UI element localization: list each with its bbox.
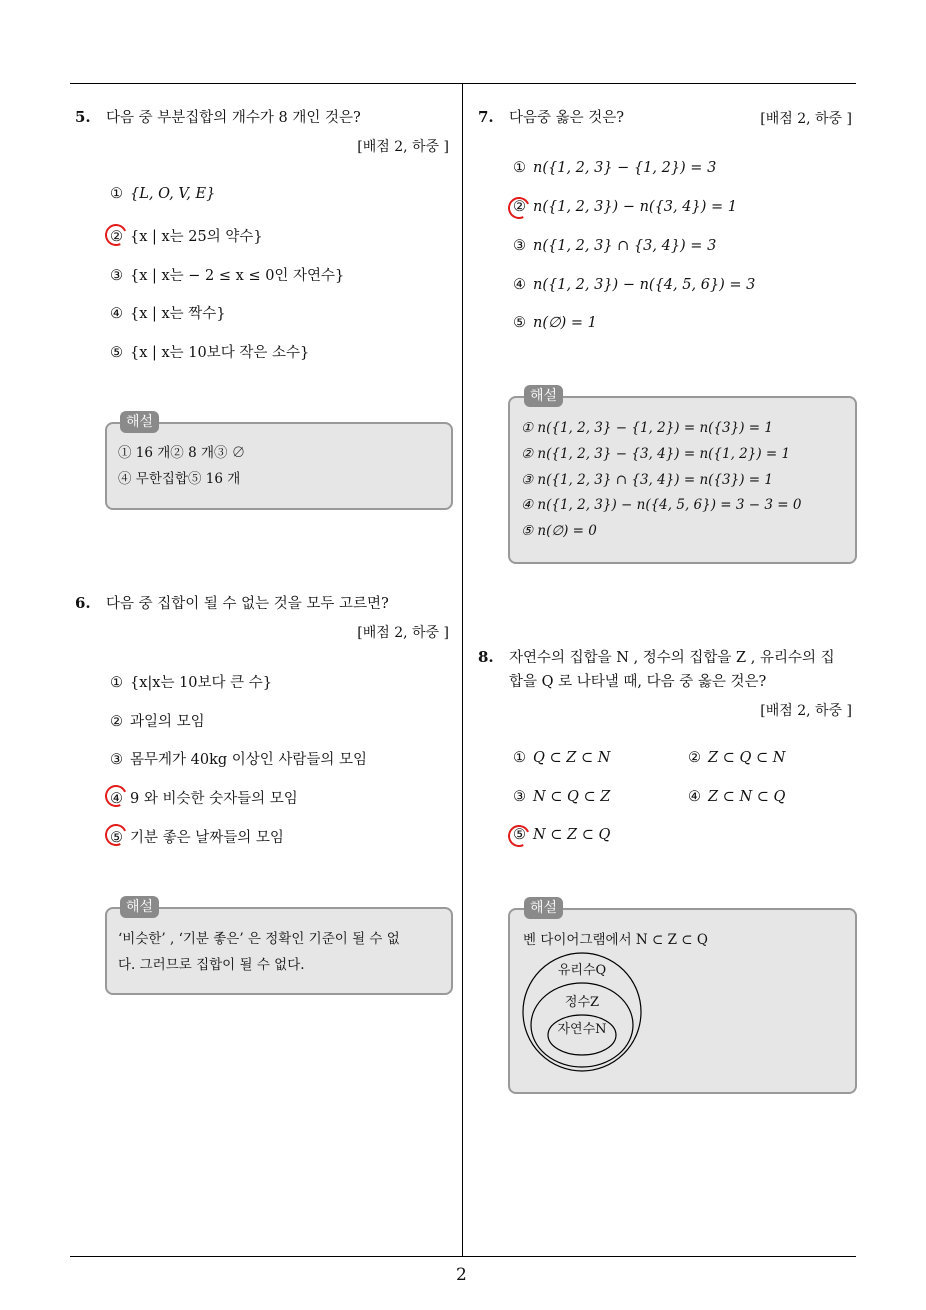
question-text: 다음 중 집합이 될 수 없는 것을 모두 고르면?	[106, 596, 389, 612]
option-number: ⑤	[513, 315, 526, 331]
option-number: ⑤	[110, 830, 123, 846]
explanation-tag: 해설	[524, 897, 563, 919]
option-text: 몸무게가 40kg 이상인 사람들의 모임	[130, 752, 368, 768]
bottom-rule	[70, 1256, 856, 1257]
option-text: n({1, 2, 3}) − n({3, 4}) = 1	[533, 199, 737, 215]
option-5[interactable]	[110, 341, 309, 362]
option-number: ③	[513, 238, 526, 254]
option-number: ②	[110, 714, 123, 730]
option-number: ①	[110, 675, 123, 691]
option-number: ①	[513, 160, 526, 176]
column-divider	[462, 83, 463, 1257]
question-text: 합을 Q 로 나타낼 때, 다음 중 옳은 것은?	[509, 674, 767, 690]
option-3[interactable]	[513, 238, 716, 254]
venn-inner-label: 자연수N	[557, 1022, 607, 1037]
question-text: 다음 중 부분집합의 개수가 8 개인 것은?	[106, 110, 361, 126]
option-text: Q ⊂ Z ⊂ N	[533, 750, 611, 766]
option-number: ②	[513, 199, 526, 215]
top-rule	[70, 83, 856, 84]
option-text: {L, O, V, E}	[130, 186, 216, 202]
venn-middle-label: 정수Z	[564, 995, 600, 1010]
option-text: n({1, 2, 3} − {1, 2}) = 3	[533, 160, 717, 176]
option-number: ④	[513, 277, 526, 293]
explanation-line: ④ n({1, 2, 3}) − n({4, 5, 6}) = 3 − 3 = 0	[521, 497, 802, 513]
option-text: 과일의 모임	[130, 714, 205, 730]
option-4[interactable]	[110, 302, 226, 323]
venn-outer-label: 유리수Q	[557, 963, 607, 978]
explanation-tag: 해설	[524, 385, 563, 407]
option-2[interactable]	[513, 199, 737, 215]
option-1[interactable]	[513, 750, 610, 766]
option-5[interactable]	[513, 315, 597, 331]
score-label: [배점 2, 하중 ]	[357, 625, 449, 641]
option-3[interactable]	[513, 789, 610, 805]
option-text: {x | x는 10보다 작은 소수}	[130, 345, 310, 361]
question-number: 7.	[478, 108, 494, 126]
option-1[interactable]	[110, 186, 215, 202]
option-text: {x | x는 − 2 ≤ x ≤ 0인 자연수}	[130, 268, 345, 284]
option-text: 9 와 비슷한 숫자들의 모임	[130, 791, 298, 807]
option-4[interactable]	[110, 787, 298, 808]
option-number: ②	[110, 229, 123, 245]
explanation-line: 벤 다이어그램에서 N ⊂ Z ⊂ Q	[523, 932, 708, 948]
option-3[interactable]	[110, 748, 367, 769]
option-text: {x|x는 10보다 큰 수}	[130, 675, 273, 691]
option-number: ④	[688, 789, 701, 805]
option-2[interactable]	[688, 750, 785, 766]
option-number: ⑤	[110, 345, 123, 361]
option-number: ①	[513, 750, 526, 766]
option-text: 기분 좋은 날짜들의 모임	[130, 830, 284, 846]
explanation-line: ① 16 개② 8 개③ ∅	[118, 445, 246, 461]
explanation-tag: 해설	[120, 896, 159, 918]
option-4[interactable]	[688, 789, 785, 805]
option-text: n(∅) = 1	[533, 315, 597, 331]
option-text: Z ⊂ Q ⊂ N	[708, 750, 786, 766]
question-text: 다음중 옳은 것은?	[509, 110, 625, 126]
question-number: 5.	[75, 108, 91, 126]
option-2[interactable]	[110, 710, 205, 731]
question-text: 자연수의 집합을 N , 정수의 집합을 Z , 유리수의 집	[509, 650, 835, 666]
explanation-line: ⑤ n(∅) = 0	[521, 523, 597, 539]
option-text: {x | x는 25의 약수}	[130, 229, 263, 245]
option-number: ⑤	[513, 827, 526, 843]
explanation-line: ② n({1, 2, 3} − {3, 4}) = n({1, 2}) = 1	[521, 446, 791, 462]
option-text: N ⊂ Q ⊂ Z	[533, 789, 611, 805]
question-number: 6.	[75, 594, 91, 612]
explanation-line: ④ 무한집합⑤ 16 개	[118, 471, 241, 487]
option-3[interactable]	[110, 264, 344, 285]
option-text: Z ⊂ N ⊂ Q	[708, 789, 786, 805]
option-number: ④	[110, 306, 123, 322]
page-number: 2	[456, 1265, 467, 1285]
option-number: ②	[688, 750, 701, 766]
option-2[interactable]	[110, 225, 263, 246]
option-5[interactable]	[110, 826, 284, 847]
option-1[interactable]	[513, 160, 716, 176]
score-label: [배점 2, 하중 ]	[760, 111, 852, 127]
explanation-line: 다. 그러므로 집합이 될 수 없다.	[118, 957, 305, 973]
score-label: [배점 2, 하중 ]	[760, 703, 852, 719]
score-label: [배점 2, 하중 ]	[357, 139, 449, 155]
explanation-line: ‘비슷한’ , ‘기분 좋은’ 은 정확인 기준이 될 수 없	[118, 931, 400, 947]
option-number: ①	[110, 186, 123, 202]
question-number: 8.	[478, 648, 494, 666]
option-number: ④	[110, 791, 123, 807]
option-1[interactable]	[110, 671, 272, 692]
option-number: ③	[110, 268, 123, 284]
option-4[interactable]	[513, 277, 755, 293]
option-text: n({1, 2, 3} ∩ {3, 4}) = 3	[533, 238, 717, 254]
option-text: N ⊂ Z ⊂ Q	[533, 827, 611, 843]
option-number: ③	[110, 752, 123, 768]
explanation-line: ① n({1, 2, 3} − {1, 2}) = n({3}) = 1	[521, 420, 773, 436]
venn-diagram	[521, 951, 643, 1073]
explanation-tag: 해설	[120, 411, 159, 433]
option-text: n({1, 2, 3}) − n({4, 5, 6}) = 3	[533, 277, 756, 293]
option-number: ③	[513, 789, 526, 805]
explanation-line: ③ n({1, 2, 3} ∩ {3, 4}) = n({3}) = 1	[521, 472, 773, 488]
option-text: {x | x는 짝수}	[130, 306, 226, 322]
